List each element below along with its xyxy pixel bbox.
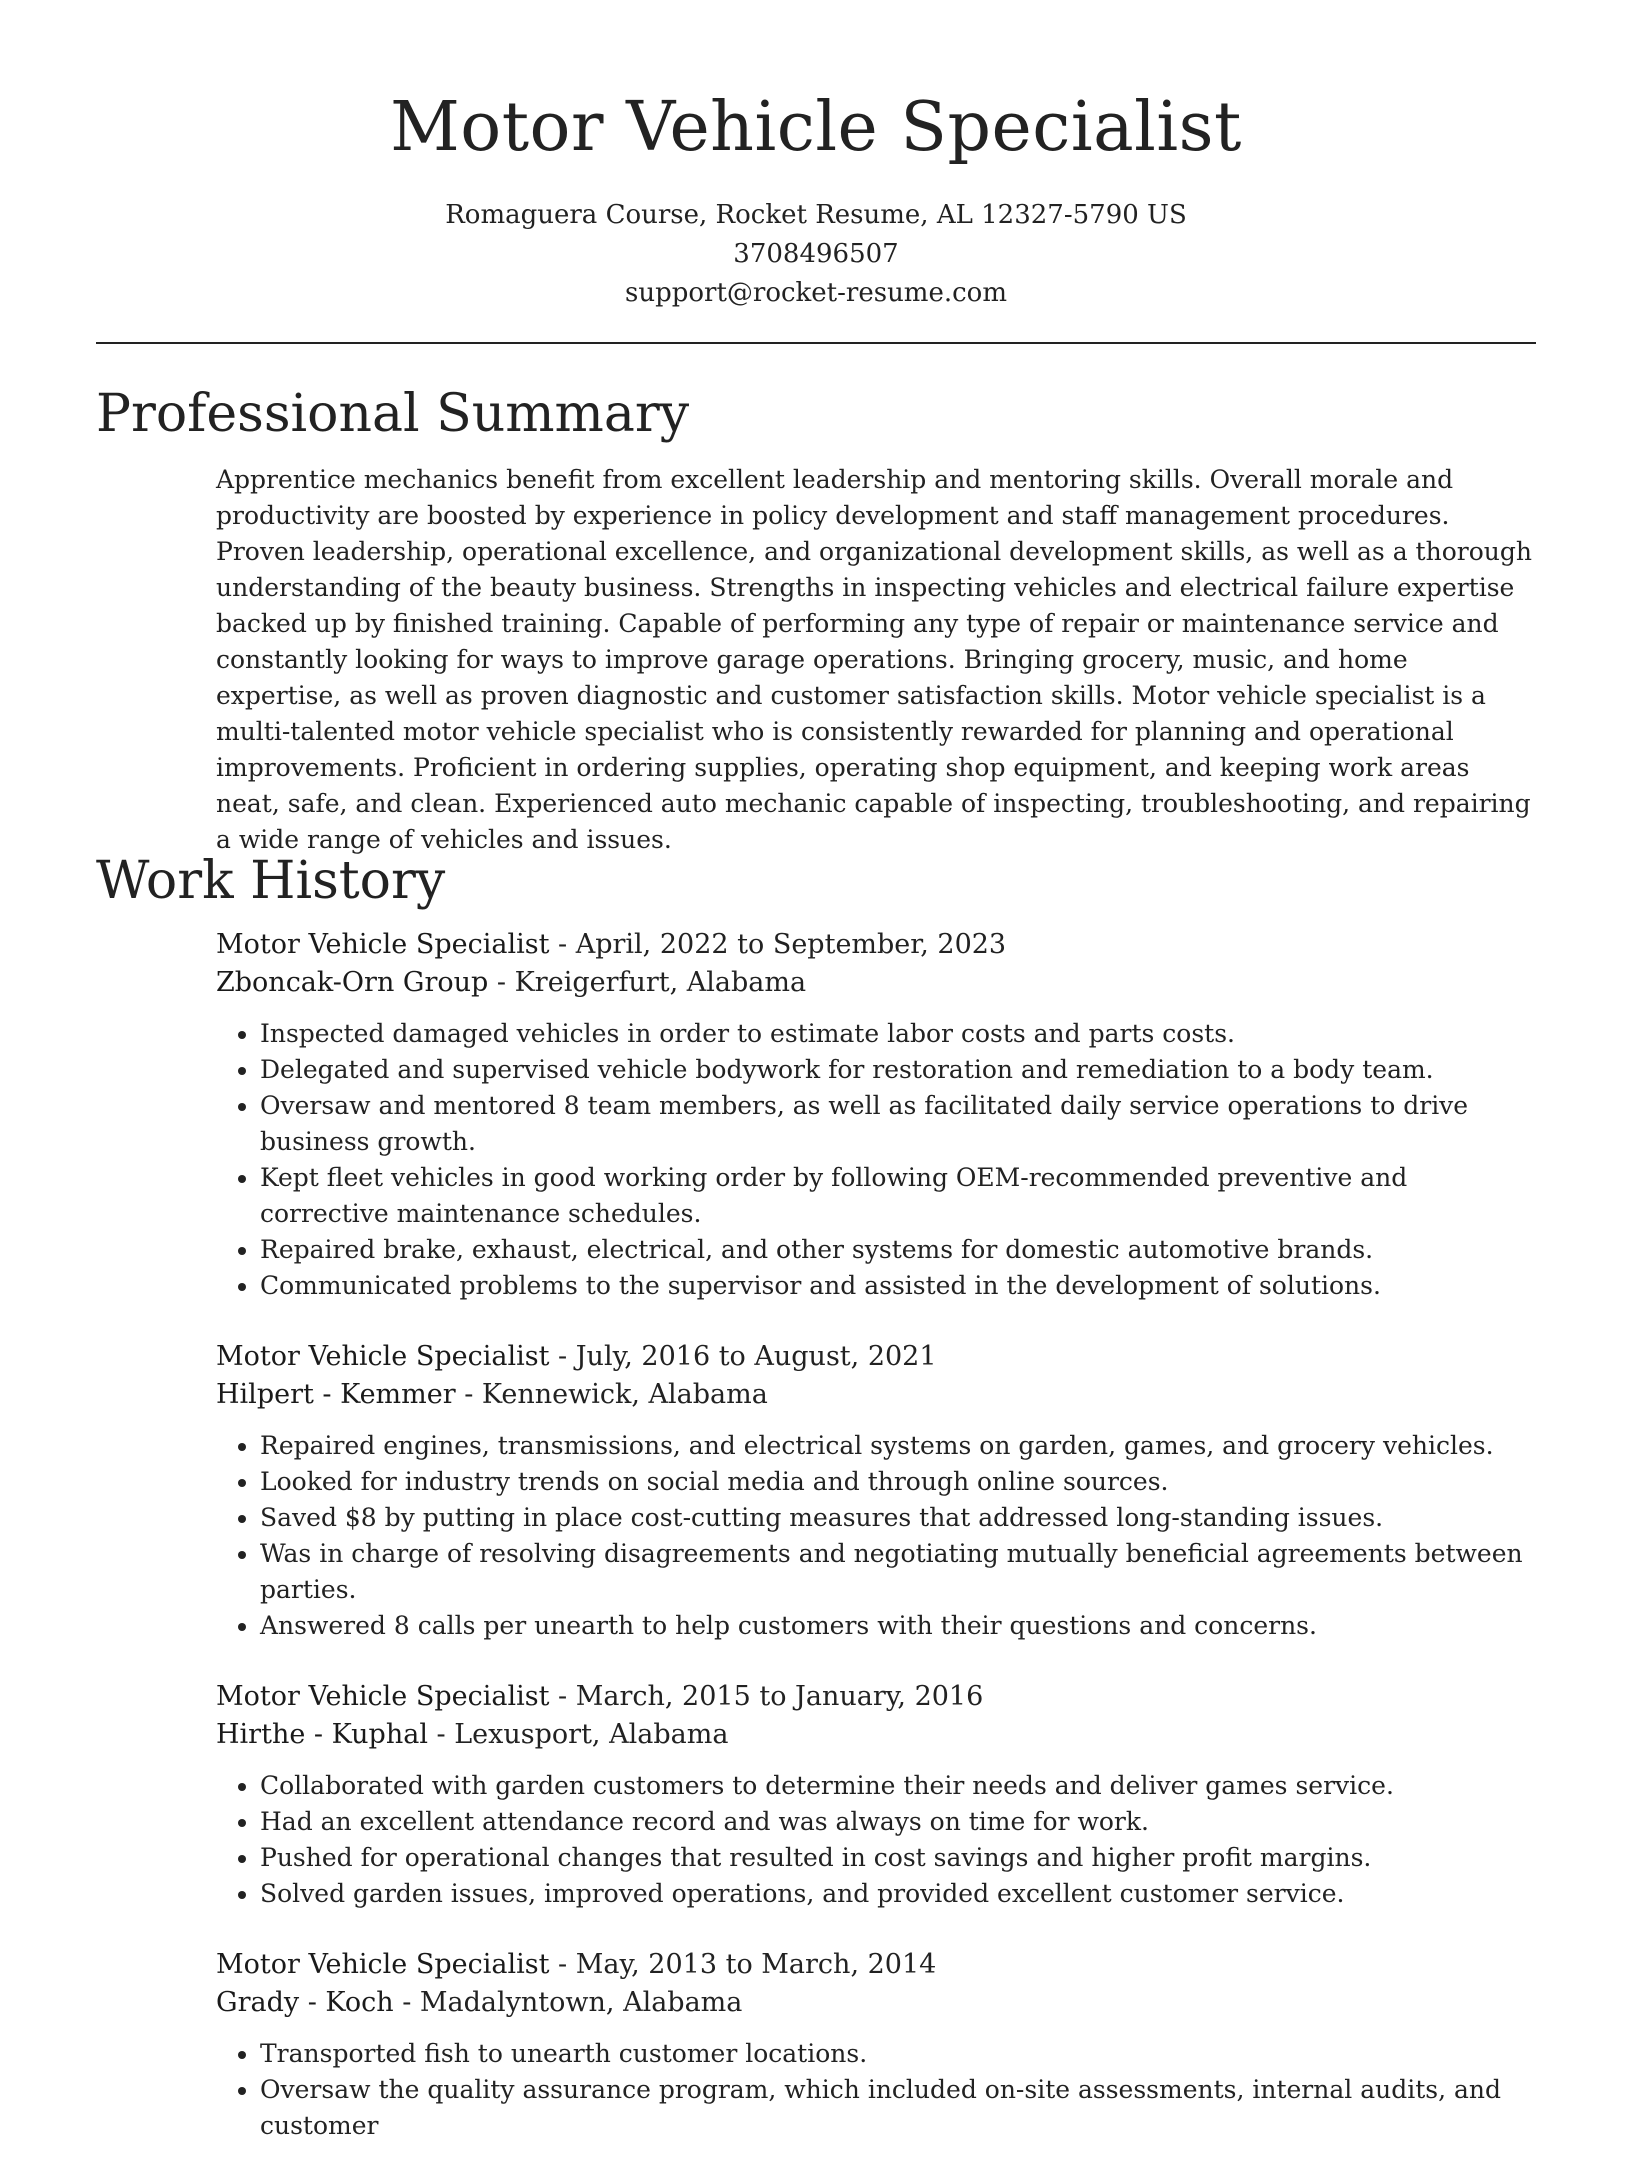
job-company-line bbox=[216, 1376, 1536, 1414]
job-title-line bbox=[216, 1946, 1536, 1984]
job-bullet: • Repaired engines, transmissions, and electrical systems on garden, games, and grocery vehicles. bbox=[260, 1428, 1536, 1464]
job-role: Motor Vehicle Specialist bbox=[216, 1949, 550, 1980]
work-history-list bbox=[216, 926, 1536, 2178]
job-bullet: • Transported fish to unearth customer locations. bbox=[260, 2036, 1536, 2072]
job-dates: - July, 2016 to August, 2021 bbox=[549, 1341, 937, 1372]
job-dates: - May, 2013 to March, 2014 bbox=[549, 1949, 937, 1980]
job-entry bbox=[216, 1338, 1536, 1644]
job-location: - Kreigerfurt, Alabama bbox=[488, 967, 807, 998]
job-bullets bbox=[216, 1768, 1536, 1912]
job-bullet: • Oversaw and mentored 8 team members, as well as facilitated daily service operations to drive business growth. bbox=[260, 1088, 1536, 1160]
job-bullet: • Communicated problems to the supervisor and assisted in the development of solutions. bbox=[260, 1268, 1536, 1304]
job-dates: - April, 2022 to September, 2023 bbox=[549, 929, 1007, 960]
job-bullets bbox=[216, 1428, 1536, 1644]
job-location: - Madalyntown, Alabama bbox=[393, 1987, 743, 2018]
job-entry bbox=[216, 926, 1536, 1304]
job-bullet: • Inspected damaged vehicles in order to estimate labor costs and parts costs. bbox=[260, 1016, 1536, 1052]
job-bullet: • Was in charge of resolving disagreements and negotiating mutually beneficial agreements between parties. bbox=[260, 1536, 1536, 1608]
contact-email: support@rocket-resume.com bbox=[624, 278, 1007, 308]
job-company: Zboncak-Orn Group bbox=[216, 967, 489, 998]
job-role: Motor Vehicle Specialist bbox=[216, 1341, 550, 1372]
job-title-line bbox=[216, 1678, 1536, 1716]
job-title-line bbox=[216, 1338, 1536, 1376]
job-company: Hilpert - Kemmer bbox=[216, 1379, 456, 1410]
job-bullet: • Saved $8 by putting in place cost-cutting measures that addressed long-standing issues. bbox=[260, 1500, 1536, 1536]
job-bullet: • Had an excellent attendance record and was always on time for work. bbox=[260, 1804, 1536, 1840]
resume-header bbox=[0, 0, 1632, 313]
job-bullets bbox=[216, 1016, 1536, 1304]
job-entry bbox=[216, 1678, 1536, 1912]
work-history-heading: Work History bbox=[96, 851, 446, 911]
job-bullet: • Oversaw the quality assurance program, which included on-site assessments, internal audits, and customer bbox=[260, 2072, 1536, 2144]
job-bullet: • Solved garden issues, improved operations, and provided excellent customer service. bbox=[260, 1876, 1536, 1912]
job-company: Hirthe - Kuphal bbox=[216, 1719, 428, 1750]
summary-text: Apprentice mechanics benefit from excellent leadership and mentoring skills. Overall morale and productivity are boosted by experience in policy development and staff management procedures. Proven leadership, operational excellence, and organizational development skills, as well as a thorough understanding of the beauty business. Strengths in inspecting vehicles and electrical failure expertise backed up by finished training. Capable of performing any type of repair or maintenance service and constantly looking for ways to improve garage operations. Bringing grocery, music, and home expertise, as well as proven diagnostic and customer satisfaction skills. Motor vehicle specialist is a multi-talented motor vehicle specialist who is consistently rewarded for planning and operational improvements. Proficient in ordering supplies, operating shop equipment, and keeping work areas neat, safe, and clean. Experienced auto mechanic capable of inspecting, troubleshooting, and repairing a wide range of vehicles and issues. bbox=[216, 465, 1532, 854]
job-company-line bbox=[216, 1716, 1536, 1754]
job-dates: - March, 2015 to January, 2016 bbox=[549, 1681, 984, 1712]
job-bullet: • Looked for industry trends on social media and through online sources. bbox=[260, 1464, 1536, 1500]
job-bullets bbox=[216, 2036, 1536, 2144]
job-entry bbox=[216, 1946, 1536, 2144]
contact-address: Romaguera Course, Rocket Resume, AL 12327-5790 US bbox=[445, 200, 1187, 230]
header-divider bbox=[96, 342, 1536, 344]
candidate-name: Motor Vehicle Specialist bbox=[390, 88, 1242, 167]
job-role: Motor Vehicle Specialist bbox=[216, 929, 550, 960]
job-company-line bbox=[216, 964, 1536, 1002]
job-bullet: • Answered 8 calls per unearth to help customers with their questions and concerns. bbox=[260, 1608, 1536, 1644]
job-location: - Kennewick, Alabama bbox=[455, 1379, 768, 1410]
job-bullet: • Kept fleet vehicles in good working order by following OEM-recommended preventive and corrective maintenance schedules. bbox=[260, 1160, 1536, 1232]
job-title-line bbox=[216, 926, 1536, 964]
job-bullet: • Delegated and supervised vehicle bodywork for restoration and remediation to a body team. bbox=[260, 1052, 1536, 1088]
job-bullet: • Pushed for operational changes that resulted in cost savings and higher profit margins. bbox=[260, 1840, 1536, 1876]
job-bullet: • Repaired brake, exhaust, electrical, and other systems for domestic automotive brands. bbox=[260, 1232, 1536, 1268]
job-company-line bbox=[216, 1984, 1536, 2022]
job-location: - Lexusport, Alabama bbox=[427, 1719, 729, 1750]
summary-heading: Professional Summary bbox=[96, 384, 690, 444]
contact-phone: 3708496507 bbox=[733, 239, 899, 269]
job-company: Grady - Koch bbox=[216, 1987, 394, 2018]
contact-block bbox=[0, 196, 1632, 313]
job-bullet: • Collaborated with garden customers to determine their needs and deliver games service. bbox=[260, 1768, 1536, 1804]
job-role: Motor Vehicle Specialist bbox=[216, 1681, 550, 1712]
